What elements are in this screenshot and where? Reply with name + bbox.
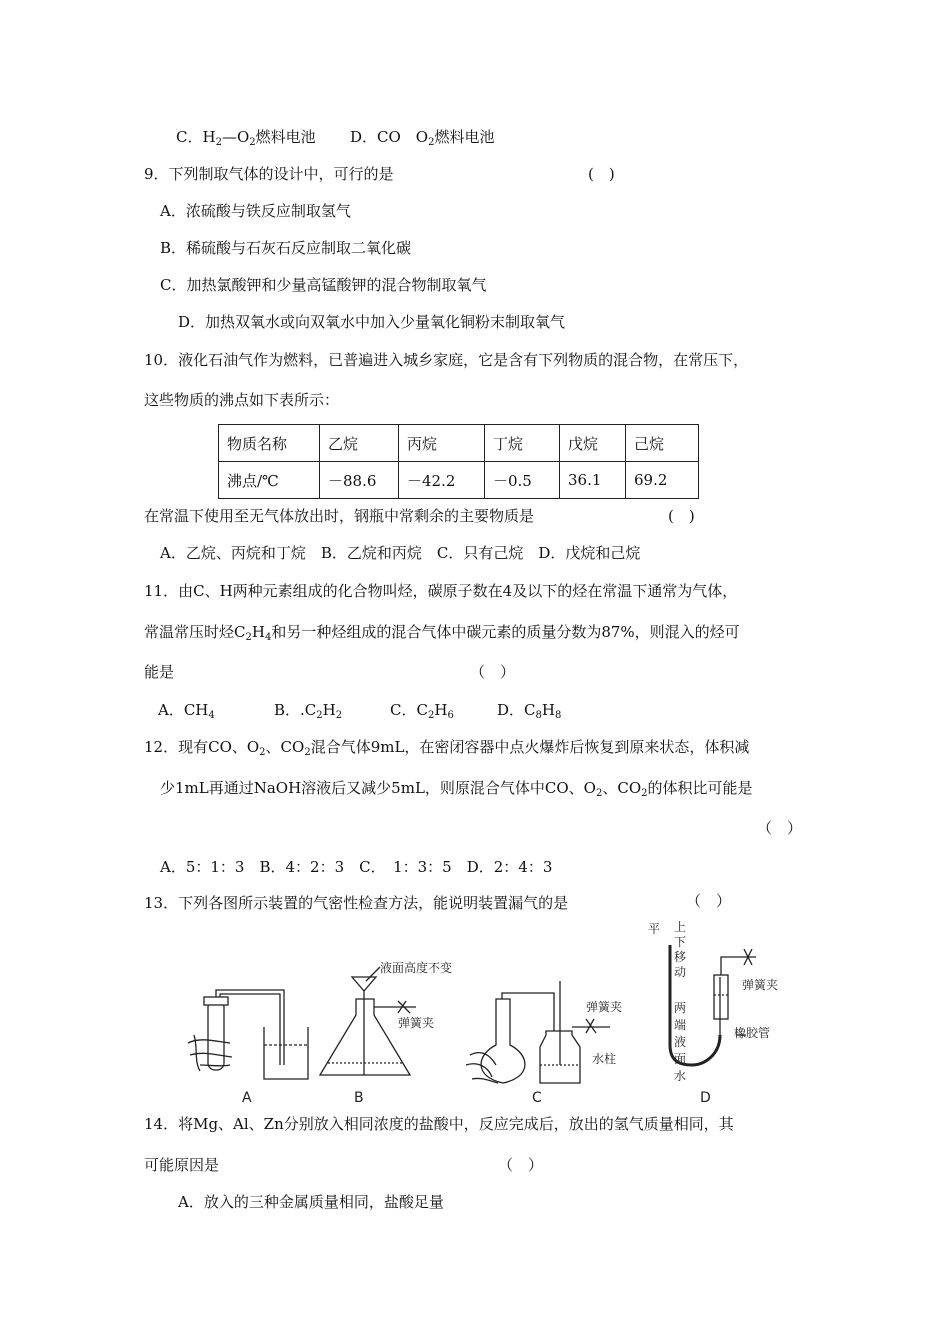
q14-answer-paren: （ ）: [498, 1156, 544, 1174]
apparatus-a: [188, 990, 308, 1079]
table-cell: 己烷: [626, 425, 699, 462]
svg-text:液: 液: [674, 1035, 687, 1049]
q11-option-d: D．$C_8H_8$: [497, 701, 562, 721]
apparatus-figure: [180, 915, 820, 1115]
q9-option-d: D．加热双氧水或向双氧水中加入少量氧化铜粉末制取氧气: [178, 313, 566, 331]
figure-d-tube: 橡胶管: [734, 1026, 771, 1040]
figure-b-clip: 弹簧夹: [398, 1016, 435, 1030]
apparatus-c: [466, 981, 610, 1083]
figure-d-vertical-text: [674, 919, 686, 1083]
table-cell: 戊烷: [560, 425, 626, 462]
figure-c-clip: 弹簧夹: [586, 1000, 623, 1014]
q14-stem-2: 可能原因是: [144, 1156, 220, 1174]
table-cell: 物质名称: [219, 425, 320, 462]
q12-stem-2: 少1mL再通过NaOH溶液后又减少5mL，则原混合气体中CO、$O_2$、$CO_2$的体积比可能是: [160, 779, 753, 799]
q12-options: A．5：1：3 B．4：2：3 C． 1：3：5 D．2：4：3: [160, 858, 553, 876]
svg-text:下: 下: [674, 935, 687, 949]
svg-text:水: 水: [674, 1069, 687, 1083]
q9-option-b: B．稀硫酸与石灰石反应制取二氧化碳: [160, 239, 412, 257]
q12-stem-1: 12．现有CO、$O_2$、$CO_2$混合气体9mL，在密闭容器中点火爆炸后恢复到原来状态，体积减: [144, 738, 750, 758]
svg-text:上: 上: [674, 920, 687, 934]
q9-option-c: C．加热氯酸钾和少量高锰酸钾的混合物制取氧气: [160, 276, 487, 294]
q11-option-c: C．$C_2H_6$: [390, 701, 454, 721]
q14-option-a: A．放入的三种金属质量相同，盐酸足量: [178, 1193, 444, 1211]
svg-text:移: 移: [674, 950, 687, 964]
svg-text:两: 两: [674, 1001, 687, 1015]
table-cell: 沸点/℃: [219, 462, 320, 499]
table-cell: －42.2: [399, 462, 485, 499]
figure-label-d: D: [700, 1090, 711, 1106]
boiling-point-table: [218, 424, 699, 499]
q13-answer-paren: （ ）: [686, 892, 732, 910]
figure-d-flat: 平: [648, 922, 661, 936]
q11-stem-3: 能是: [144, 663, 175, 681]
q11-option-a: A．$CH_4$: [158, 701, 215, 721]
q10-stem-2: 这些物质的沸点如下表所示：: [144, 391, 340, 409]
q11-answer-paren: （ ）: [470, 663, 516, 681]
q10-stem-3: 在常温下使用至无气体放出时，钢瓶中常剩余的主要物质是: [144, 507, 535, 525]
figure-label-a: A: [242, 1090, 252, 1106]
q11-option-b: B．$.C_2H_2$: [274, 701, 343, 721]
q12-answer-paren: （ ）: [757, 819, 803, 837]
q10-stem-1: 10．液化石油气作为燃料，已普遍进入城乡家庭，它是含有下列物质的混合物，在常压下，: [144, 351, 749, 369]
figure-label-c: C: [532, 1090, 542, 1106]
table-cell: 丁烷: [485, 425, 560, 462]
q10-options: A．乙烷、丙烷和丁烷 B．乙烷和丙烷 C．只有己烷 D．戊烷和己烷: [160, 544, 641, 562]
q9-answer-paren: ( ): [588, 165, 615, 183]
figure-d-clip: 弹簧夹: [742, 978, 779, 992]
table-cell: 乙烷: [320, 425, 399, 462]
figure-label-b: B: [354, 1090, 364, 1106]
table-cell: －0.5: [485, 462, 560, 499]
q10-answer-paren: ( ): [668, 507, 695, 525]
q14-stem-1: 14．将Mg、Al、Zn分别放入相同浓度的盐酸中，反应完成后，放出的氢气质量相同，其: [144, 1115, 734, 1133]
q8-option-c: C．$H_2—O_2$燃料电池: [176, 128, 316, 148]
q8-option-d: D．CO $O_2$燃料电池: [350, 128, 495, 148]
table-row: [219, 462, 699, 499]
table-cell: －88.6: [320, 462, 399, 499]
q9-stem: 9．下列制取气体的设计中，可行的是: [144, 165, 394, 183]
q9-option-a: A．浓硫酸与铁反应制取氢气: [160, 202, 351, 220]
table-cell: 69.2: [626, 462, 699, 499]
q11-stem-2: 常温常压时烃$C_2H_4$和另一种烃组成的混合气体中碳元素的质量分数为87%，则混入的烃可: [144, 623, 740, 643]
svg-text:端: 端: [674, 1018, 687, 1032]
table-cell: 丙烷: [399, 425, 485, 462]
table-header-row: [219, 425, 699, 462]
table-cell: 36.1: [560, 462, 626, 499]
svg-text:动: 动: [674, 965, 687, 979]
q13-stem: 13．下列各图所示装置的气密性检查方法，能说明装置漏气的是: [144, 894, 569, 912]
figure-b-note: 液面高度不变: [380, 961, 453, 975]
q11-stem-1: 11．由C、H两种元素组成的化合物叫烃，碳原子数在4及以下的烃在常温下通常为气体，: [144, 582, 738, 600]
svg-text:面: 面: [674, 1052, 687, 1066]
figure-c-note: 水柱: [592, 1052, 617, 1066]
